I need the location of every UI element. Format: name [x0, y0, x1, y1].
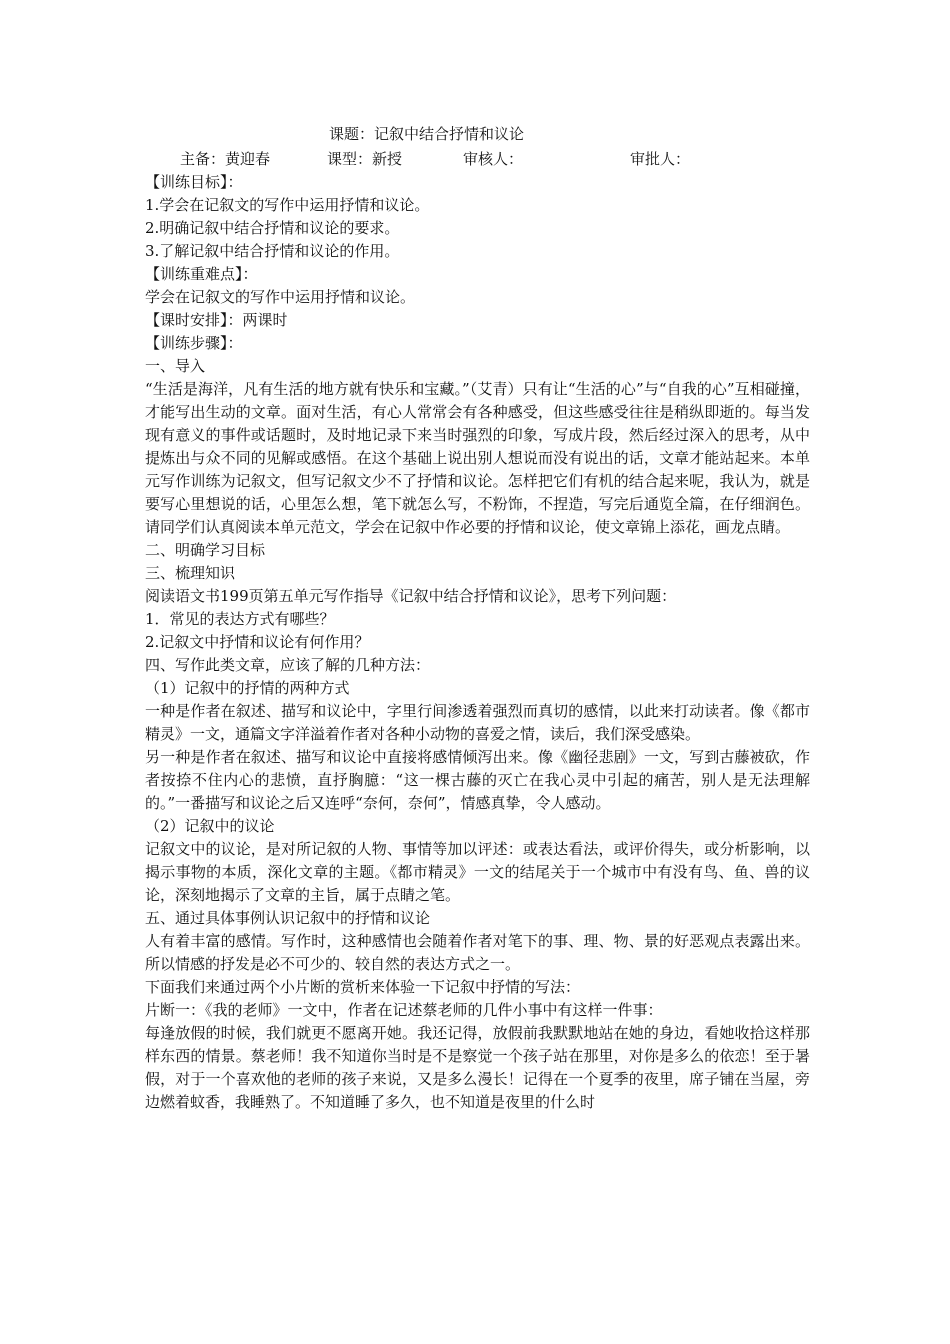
- goal-item: 2.明确记叙中结合抒情和议论的要求。: [145, 219, 400, 237]
- step-heading: 三、梳理知识: [145, 564, 236, 582]
- reading-instruction: 阅读语文书199页第五单元写作指导《记叙中结合抒情和议论》，思考下列问题：: [145, 587, 677, 605]
- key-points-heading: 【训练重难点】：: [145, 265, 258, 283]
- step-heading: 五、通过具体事例认识记叙中的抒情和议论: [145, 909, 431, 927]
- schedule-line: 【课时安排】：两课时: [145, 311, 288, 329]
- step-heading: 一、导入: [145, 357, 206, 375]
- goal-item: 3.了解记叙中结合抒情和议论的作用。: [145, 242, 400, 260]
- question-item: 1．常见的表达方式有哪些？: [145, 610, 335, 628]
- goal-item: 1.学会在记叙文的写作中运用抒情和议论。: [145, 196, 430, 214]
- lyric-method-paragraph: 一种是作者在叙述、描写和议论中，字里行间渗透着强烈而真切的感情，以此来打动读者。像《都市精灵》一文，通篇文字洋溢着作者对各种小动物的喜爱之情，读后，我们深受感染。: [145, 702, 810, 743]
- document-page: [145, 122, 810, 1114]
- argument-paragraph: 记叙文中的议论，是对所记叙的人物、事情等加以评述：或表达看法，或评价得失，或分析影响，以揭示事物的本质，深化文章的主题。《都市精灵》一文的结尾关于一个城市中有没有鸟、鱼、兽的议论，深刻地揭示了文章的主旨，属于点睛之笔。: [145, 840, 810, 904]
- host-label: 主备：黄迎春: [180, 150, 271, 168]
- meta-info-row: [145, 147, 810, 171]
- excerpt-paragraph: 每逢放假的时候，我们就更不愿离开她。我还记得，放假前我默默地站在她的身边，看她收拾这样那样东西的情景。蔡老师！我不知道你当时是不是察觉一个孩子站在那里，对你是多么的依恋！至于暑假，对于一个喜欢他的老师的孩子来说，又是多么漫长！记得在一个夏季的夜里，席子铺在当屋，旁边燃着蚊香，我睡熟了。不知道睡了多久，也不知道是夜里的什么时: [145, 1024, 810, 1111]
- subsection-heading: （1）记叙中的抒情的两种方式: [145, 679, 350, 697]
- key-points-text: 学会在记叙文的写作中运用抒情和议论。: [145, 288, 416, 306]
- emotion-paragraph: 人有着丰富的感情。写作时，这种感情也会随着作者对笔下的事、理、物、景的好恶观点表露出来。所以情感的抒发是必不可少的、较自然的表达方式之一。: [145, 932, 810, 973]
- goals-heading: 【训练目标】：: [145, 173, 243, 191]
- reviewer-label: 审核人：: [463, 150, 524, 168]
- steps-heading: 【训练步骤】：: [145, 334, 243, 352]
- document-title: 课题：记叙中结合抒情和议论: [329, 125, 525, 143]
- lyric-method-paragraph: 另一种是作者在叙述、描写和议论中直接将感情倾泻出来。像《幽径悲剧》一文，写到古藤被砍，作者按捺不住内心的悲愤，直抒胸臆：“这一棵古藤的灭亡在我心灵中引起的痛苦，别人是无法理解的。”一番描写和议论之后又连呼“奈何，奈何”，情感真挚，令人感动。: [145, 748, 810, 812]
- intro-paragraph: “生活是海洋，凡有生活的地方就有快乐和宝藏。”（艾青）只有让“生活的心”与“自我的心”互相碰撞，才能写出生动的文章。面对生活，有心人常常会有各种感受，但这些感受往往是稍纵即逝的。每当发现有意义的事件或话题时，及时地记录下来当时强烈的印象，写成片段，然后经过深入的思考，从中提炼出与众不同的见解或感悟。在这个基础上说出别人想说而没有说出的话，文章才能站起来。本单元写作训练为记叙文，但写记叙文少不了抒情和议论。怎样把它们有机的结合起来呢，我认为，就是要写心里想说的话，心里怎么想，笔下就怎么写，不粉饰，不捏造，写完后通览全篇，在仔细润色。请同学们认真阅读本单元范文，学会在记叙中作必要的抒情和议论，使文章锦上添花，画龙点睛。: [145, 380, 810, 536]
- excerpt-intro: 下面我们来通过两个小片断的赏析来体验一下记叙中抒情的写法：: [145, 978, 581, 996]
- question-item: 2.记叙文中抒情和议论有何作用？: [145, 633, 370, 651]
- subsection-heading: （2）记叙中的议论: [145, 817, 275, 835]
- lesson-type-label: 课型：新授: [327, 150, 403, 168]
- excerpt-heading: 片断一：《我的老师》一文中，作者在记述蔡老师的几件小事中有这样一件事：: [145, 1001, 663, 1019]
- step-heading: 四、写作此类文章，应该了解的几种方法：: [145, 656, 431, 674]
- step-heading: 二、明确学习目标: [145, 541, 266, 559]
- approver-label: 审批人：: [630, 150, 691, 168]
